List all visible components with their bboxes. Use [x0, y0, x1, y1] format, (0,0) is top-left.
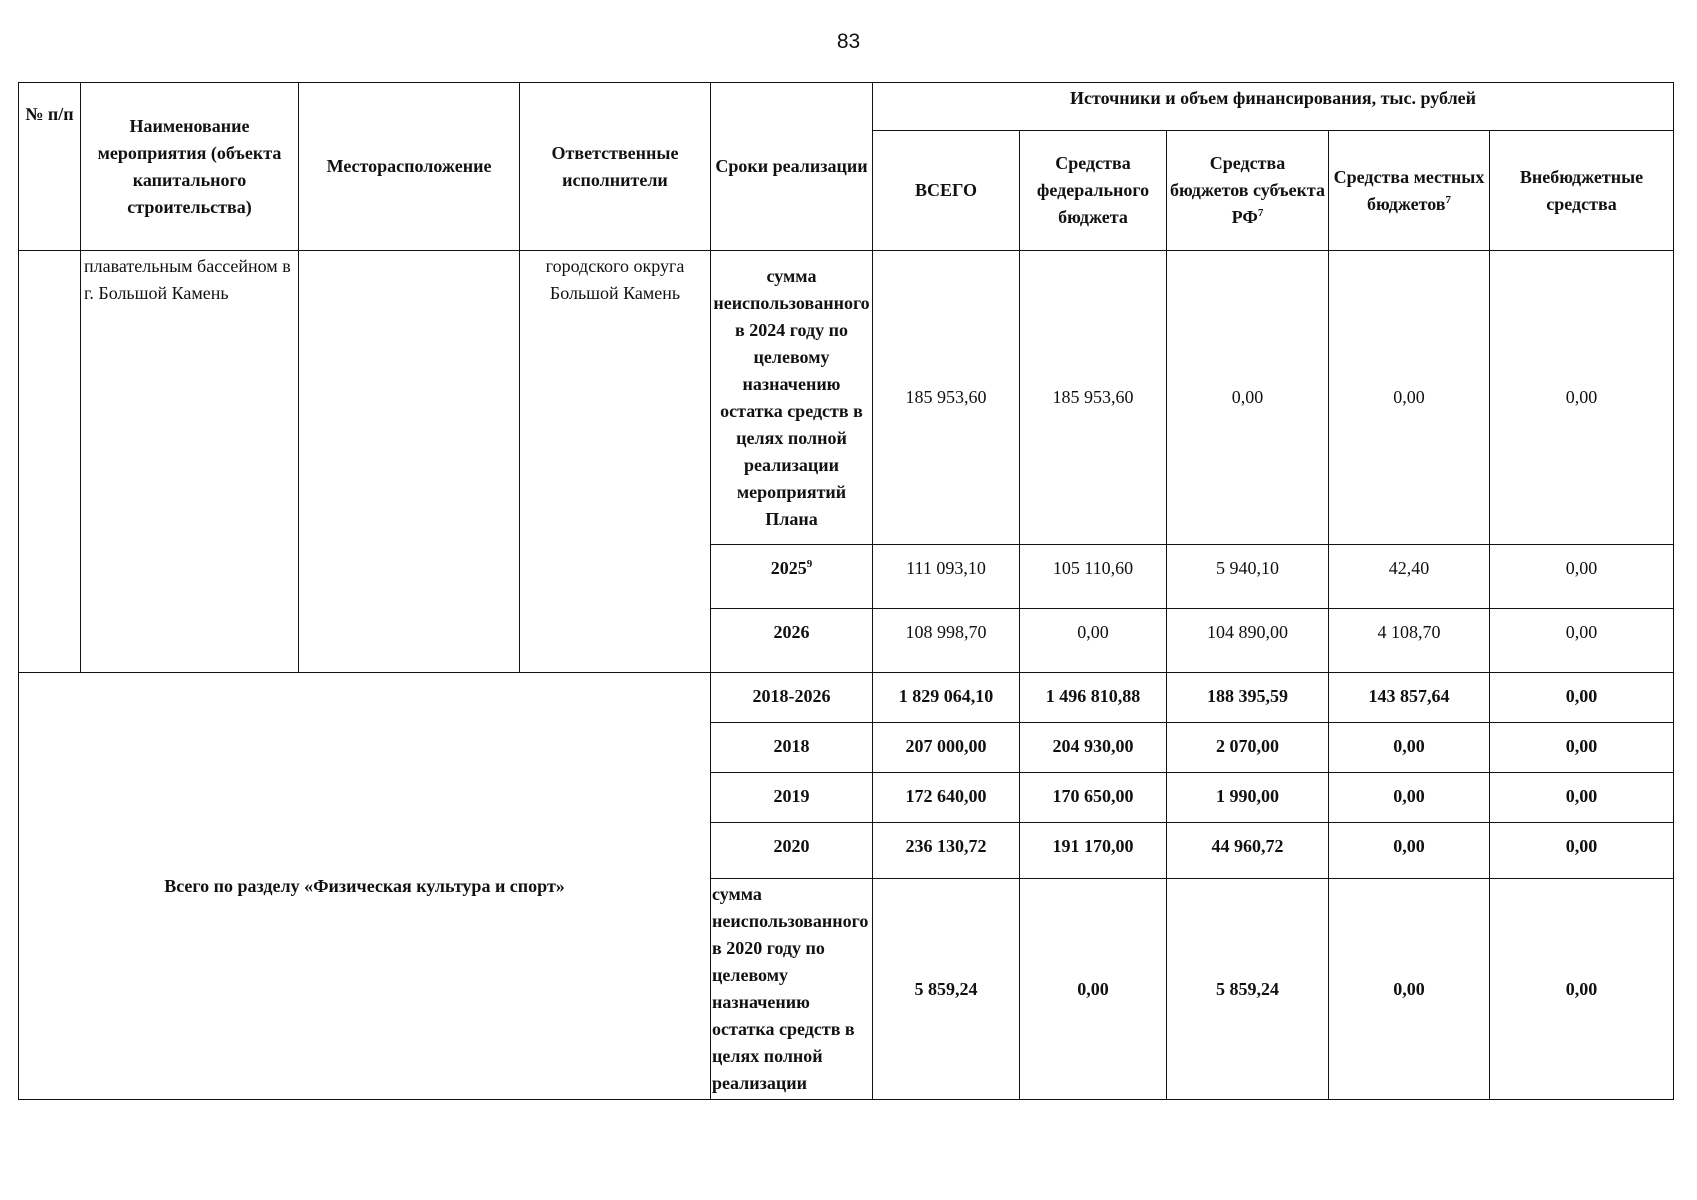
header-federal: Средства федерального бюджета [1020, 131, 1167, 251]
object-location [299, 251, 520, 673]
object-local-1: 42,40 [1329, 545, 1490, 609]
section-local-2: 0,00 [1329, 773, 1490, 823]
section-local-4: 0,00 [1329, 879, 1490, 1100]
object-executor: городского округа Большой Камень [520, 251, 711, 673]
section-total-4: 5 859,24 [873, 879, 1020, 1100]
section-extra-3: 0,00 [1490, 823, 1674, 879]
section-federal-4: 0,00 [1020, 879, 1167, 1100]
object-num [19, 251, 81, 673]
object-extra-2: 0,00 [1490, 609, 1674, 673]
section-local-3: 0,00 [1329, 823, 1490, 879]
object-term-1-footnote: 9 [806, 558, 813, 570]
section-local-0: 143 857,64 [1329, 673, 1490, 723]
section-term-4: сумма неиспользованного в 2020 году по целевому назначению остатка средств в целях полной реализации [711, 879, 873, 1100]
section-term-1: 2018 [711, 723, 873, 773]
header-executors: Ответственные исполнители [520, 83, 711, 251]
header-local-footnote: 7 [1445, 193, 1451, 206]
section-total-0: 1 829 064,10 [873, 673, 1020, 723]
section-total-1: 207 000,00 [873, 723, 1020, 773]
object-federal-2: 0,00 [1020, 609, 1167, 673]
object-name: плавательным бассейном в г. Большой Камень [81, 251, 299, 673]
header-regional [1167, 131, 1329, 251]
object-federal-0: 185 953,60 [1020, 251, 1167, 545]
section-federal-0: 1 496 810,88 [1020, 673, 1167, 723]
section-extra-2: 0,00 [1490, 773, 1674, 823]
object-term-1 [711, 545, 873, 609]
section-regional-4: 5 859,24 [1167, 879, 1329, 1100]
header-terms: Сроки реализации [711, 83, 873, 251]
section-regional-3: 44 960,72 [1167, 823, 1329, 879]
object-extra-1: 0,00 [1490, 545, 1674, 609]
section-term-3: 2020 [711, 823, 873, 879]
object-row-1 [19, 251, 1674, 545]
header-local [1329, 131, 1490, 251]
header-row-1 [19, 83, 1674, 131]
object-local-0: 0,00 [1329, 251, 1490, 545]
object-term-0: сумма неиспользованного в 2024 году по целевому назначению остатка средств в целях полной реализации мероприятий Плана [711, 251, 873, 545]
section-regional-1: 2 070,00 [1167, 723, 1329, 773]
section-extra-4: 0,00 [1490, 879, 1674, 1100]
section-regional-0: 188 395,59 [1167, 673, 1329, 723]
header-regional-label: Средства бюджетов субъекта РФ [1170, 153, 1325, 227]
object-term-2: 2026 [711, 609, 873, 673]
header-sources-title: Источники и объем финансирования, тыс. рублей [873, 83, 1674, 131]
object-term-1-year: 2025 [770, 558, 807, 578]
object-total-0: 185 953,60 [873, 251, 1020, 545]
header-local-label: Средства местных бюджетов [1333, 166, 1485, 214]
header-location: Месторасположение [299, 83, 520, 251]
object-total-2: 108 998,70 [873, 609, 1020, 673]
header-regional-footnote: 7 [1257, 207, 1264, 219]
header-name: Наименование мероприятия (объекта капитального строительства) [81, 83, 299, 251]
object-local-2: 4 108,70 [1329, 609, 1490, 673]
section-term-2: 2019 [711, 773, 873, 823]
section-local-1: 0,00 [1329, 723, 1490, 773]
section-total-2: 172 640,00 [873, 773, 1020, 823]
object-regional-0: 0,00 [1167, 251, 1329, 545]
section-federal-2: 170 650,00 [1020, 773, 1167, 823]
object-regional-2: 104 890,00 [1167, 609, 1329, 673]
section-term-0: 2018-2026 [711, 673, 873, 723]
section-total-3: 236 130,72 [873, 823, 1020, 879]
section-row-1 [19, 673, 1674, 723]
page-number: 83 [836, 30, 861, 53]
section-federal-1: 204 930,00 [1020, 723, 1167, 773]
object-extra-0: 0,00 [1490, 251, 1674, 545]
section-extra-1: 0,00 [1490, 723, 1674, 773]
header-extra: Внебюджетные средства [1490, 131, 1674, 251]
section-regional-2: 1 990,00 [1167, 773, 1329, 823]
section-extra-0: 0,00 [1490, 673, 1674, 723]
section-federal-3: 191 170,00 [1020, 823, 1167, 879]
header-total: ВСЕГО [873, 131, 1020, 251]
section-total-label: Всего по разделу «Физическая культура и спорт» [19, 673, 711, 1100]
object-regional-1: 5 940,10 [1167, 545, 1329, 609]
object-total-1: 111 093,10 [873, 545, 1020, 609]
header-num: № п/п [19, 83, 81, 251]
object-federal-1: 105 110,60 [1020, 545, 1167, 609]
financing-table [18, 82, 1674, 1100]
